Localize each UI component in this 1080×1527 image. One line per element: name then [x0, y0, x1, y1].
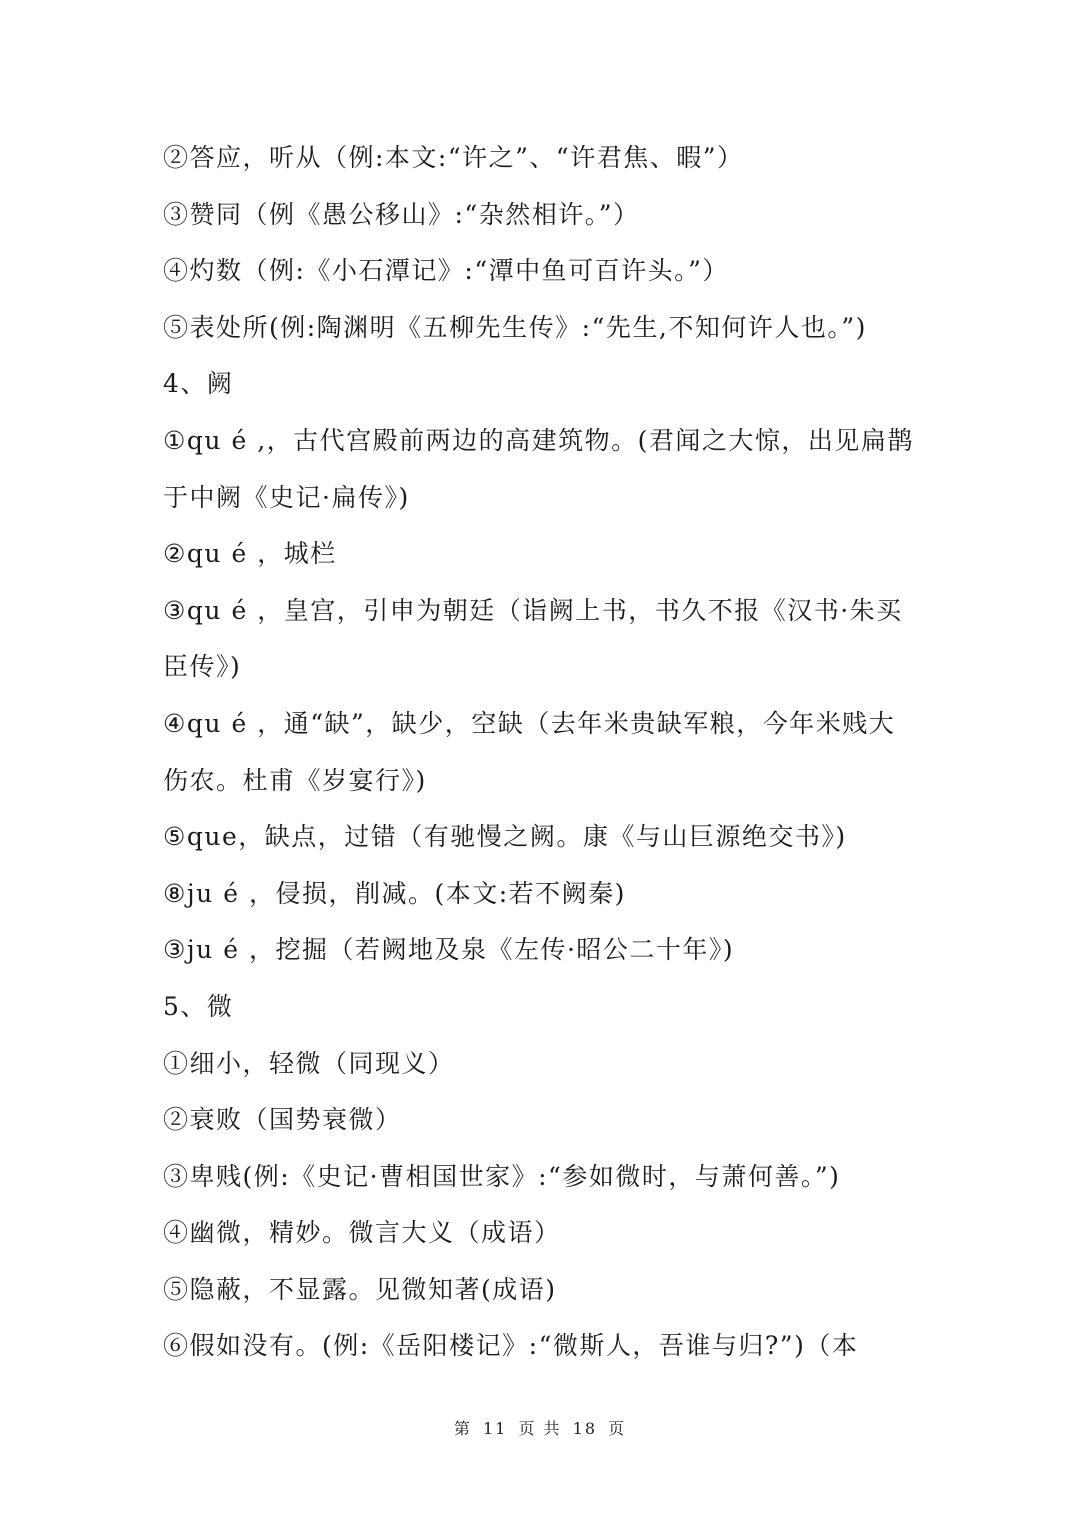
text-line: ①细小，轻微（同现义）: [163, 1048, 455, 1078]
page-prefix: 第: [453, 1419, 472, 1438]
text-line: ②qu é ，城栏: [163, 539, 337, 569]
text-line: 臣传》): [163, 652, 242, 682]
text-line: ③ju é ，挖掘（若阙地及泉《左传·昭公二十年》): [163, 935, 735, 965]
text-line: ③卑贱(例:《史记·曹相国世家》:“参如微时，与萧何善。”): [163, 1161, 841, 1191]
text-line: ⑤表处所(例:陶渊明《五柳先生传》:“先生,不知何许人也。”): [163, 312, 867, 342]
document-body: [163, 130, 923, 1375]
page-footer: [0, 1416, 1080, 1439]
text-line: ③赞同（例《愚公移山》:“杂然相许。”）: [163, 199, 640, 229]
text-line: ④幽微，精妙。微言大义（成语）: [163, 1218, 561, 1248]
section-heading: 5、微: [163, 991, 234, 1021]
text-line: ②衰败（国势衰微）: [163, 1105, 402, 1135]
text-line: ④灼数（例:《小石潭记》:“潭中鱼可百许头。”）: [163, 256, 729, 286]
text-line: 于中阙《史记·扁传》): [163, 482, 410, 512]
current-page-number: 11: [483, 1419, 508, 1438]
section-heading: 4、阙: [163, 369, 234, 399]
page-mid: 页 共: [518, 1419, 562, 1438]
page-suffix: 页: [608, 1419, 627, 1438]
text-line: ⑤隐蔽，不显露。见微知著(成语): [163, 1274, 557, 1304]
text-line: 伤农。杜甫《岁宴行》): [163, 765, 427, 795]
text-line: ⑤que，缺点，过错（有驰慢之阙。康《与山巨源绝交书》): [163, 822, 847, 852]
text-line: ①qu é ,，古代宫殿前两边的高建筑物。(君闻之大惊，出见扁鹊: [163, 425, 914, 455]
total-pages-number: 18: [572, 1419, 597, 1438]
text-line: ⑥假如没有。(例:《岳阳楼记》:“微斯人，吾谁与归?”)（本: [163, 1331, 859, 1361]
text-line: ③qu é ，皇宫，引申为朝廷（诣阙上书，书久不报《汉书·朱买: [163, 595, 903, 625]
text-line: ⑧ju é ，侵损，削减。(本文:若不阙秦): [163, 878, 626, 908]
text-line: ②答应，听从（例:本文:“许之”、“许君焦、暇”）: [163, 143, 744, 172]
text-line: ④qu é ，通“缺”，缺少，空缺（去年米贵缺军粮，今年米贱大: [163, 708, 896, 738]
